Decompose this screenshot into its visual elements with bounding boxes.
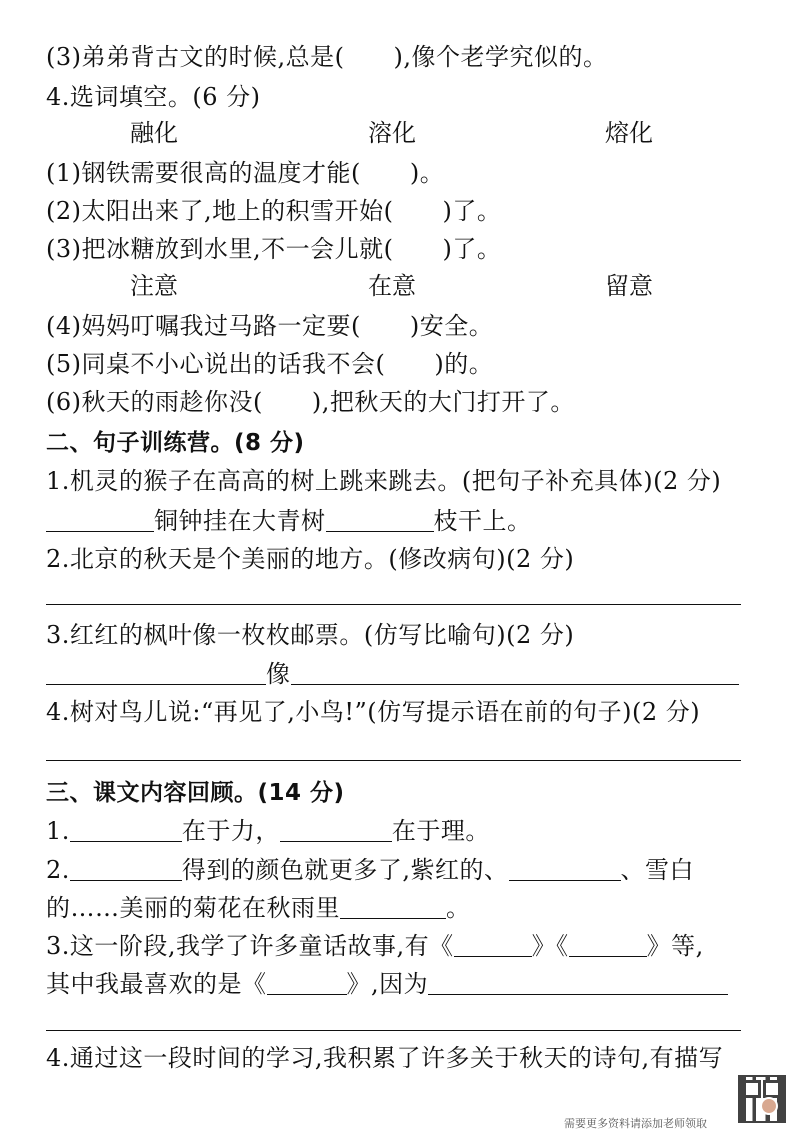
word-choice-4: 注意 <box>130 272 178 300</box>
review-item-2-number: 2. <box>46 856 70 884</box>
review-item-3-line-2 <box>46 969 728 999</box>
sentence-question-2: 2.北京的秋天是个美丽的地方。(修改病句)(2 分) <box>46 545 575 573</box>
avatar <box>760 1097 778 1115</box>
fill-item-6: (6)秋天的雨趁你没( ),把秋天的大门打开了。 <box>46 388 575 416</box>
word-choice-1: 融化 <box>130 119 178 147</box>
answer-blank[interactable] <box>428 970 728 995</box>
answer-blank[interactable] <box>46 660 266 685</box>
fill-item-5: (5)同桌不小心说出的话我不会( )的。 <box>46 350 494 378</box>
sentence-answer-3-text: 像 <box>266 660 291 688</box>
review-item-2-text-d: 。 <box>446 894 471 922</box>
sentence-question-4: 4.树对鸟儿说:“再见了,小鸟!”(仿写提示语在前的句子)(2 分) <box>46 698 701 726</box>
review-item-1 <box>46 816 490 846</box>
sentence-answer-1-text-a: 铜钟挂在大青树 <box>154 507 326 535</box>
answer-blank[interactable] <box>509 856 621 881</box>
section-2-heading: 二、句子训练营。(8 分) <box>46 430 305 456</box>
question-4-title: 4.选词填空。(6 分) <box>46 83 261 111</box>
review-item-1-text-b: 在于理。 <box>391 817 490 845</box>
answer-blank[interactable] <box>326 507 434 532</box>
fill-item-3: (3)把冰糖放到水里,不一会儿就( )了。 <box>46 235 502 263</box>
review-item-1-text-a: 在于力， <box>181 817 280 845</box>
answer-line[interactable] <box>46 1030 741 1031</box>
sentence-answer-1 <box>46 506 532 536</box>
answer-blank[interactable] <box>46 507 154 532</box>
review-item-3-text-b: 》《 <box>531 932 569 960</box>
fill-item-4: (4)妈妈叮嘱我过马路一定要( )安全。 <box>46 312 494 340</box>
answer-blank[interactable] <box>267 970 347 995</box>
sentence-answer-1-text-b: 枝干上。 <box>433 507 532 535</box>
answer-blank[interactable] <box>291 660 739 685</box>
answer-blank[interactable] <box>280 817 392 842</box>
answer-blank[interactable] <box>70 817 182 842</box>
review-item-2-text-c: 的……美丽的菊花在秋雨里 <box>46 894 340 922</box>
review-item-2-line-2 <box>46 893 471 923</box>
sentence-question-1: 1.机灵的猴子在高高的树上跳来跳去。(把句子补充具体)(2 分) <box>46 467 722 495</box>
word-choice-3: 熔化 <box>605 119 653 147</box>
word-choice-5: 在意 <box>368 272 416 300</box>
review-item-1-number: 1. <box>46 817 70 845</box>
footer-note: 需要更多资料请添加老师领取 <box>564 1117 707 1130</box>
fill-item-1: (1)钢铁需要很高的温度才能( )。 <box>46 159 445 187</box>
section-3-heading: 三、课文内容回顾。(14 分) <box>46 780 345 806</box>
review-item-4: 4.通过这一段时间的学习,我积累了许多关于秋天的诗句,有描写 <box>46 1044 724 1072</box>
answer-blank[interactable] <box>569 932 647 957</box>
answer-blank[interactable] <box>70 856 182 881</box>
review-item-2-text-a: 得到的颜色就更多了,紫红的、 <box>181 856 509 884</box>
answer-blank[interactable] <box>340 894 446 919</box>
review-item-3-text-e: 》,因为 <box>346 970 429 998</box>
fill-item-2: (2)太阳出来了,地上的积雪开始( )了。 <box>46 197 502 225</box>
review-item-2-text-b: 、雪白 <box>620 856 695 884</box>
question-3-3: (3)弟弟背古文的时候,总是( ),像个老学究似的。 <box>46 43 608 71</box>
word-choice-2: 溶化 <box>368 119 416 147</box>
sentence-answer-3 <box>46 659 739 689</box>
review-item-2-line-1 <box>46 855 694 885</box>
review-item-3-text-d: 其中我最喜欢的是《 <box>46 970 267 998</box>
sentence-question-3: 3.红红的枫叶像一枚枚邮票。(仿写比喻句)(2 分) <box>46 621 575 649</box>
review-item-3-text-c: 》等, <box>646 932 704 960</box>
review-item-3-text-a: 3.这一阶段,我学了许多童话故事,有《 <box>46 932 454 960</box>
answer-line[interactable] <box>46 760 741 761</box>
answer-line[interactable] <box>46 604 741 605</box>
word-choice-6: 留意 <box>605 272 653 300</box>
answer-blank[interactable] <box>454 932 532 957</box>
review-item-3-line-1 <box>46 931 704 961</box>
